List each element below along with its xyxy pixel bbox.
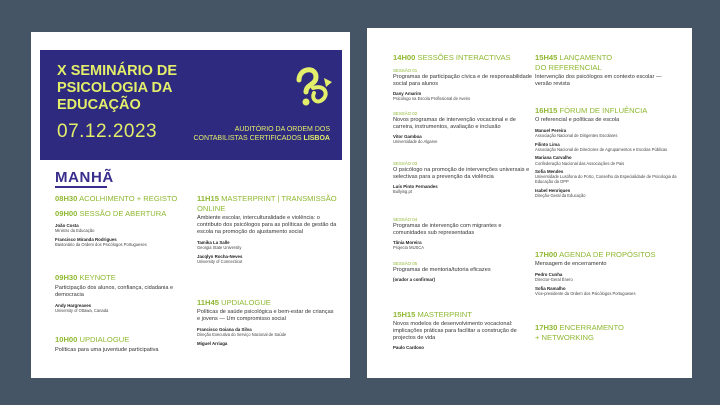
agenda-description: Ambiente escolar, interculturalidade e violência: o contributo dos psicólogos para as políticas de gestão da escola na promoção do ajustamento social	[197, 215, 337, 235]
speaker-org: University of Connecticut	[197, 259, 243, 265]
agenda-label: KEYNOTE	[77, 273, 116, 282]
agenda-time: 16H15	[535, 106, 558, 115]
speaker-org: Associação Nacional de Dirigentes Escolares	[535, 133, 618, 139]
agenda-item	[393, 53, 533, 63]
speaker-name: Paulo Cardoso	[393, 345, 424, 350]
agenda-item	[197, 298, 337, 346]
agenda-label: ENCERRAMENTO	[557, 323, 624, 332]
speaker-name: Sofia Ramalho	[535, 285, 566, 291]
agenda-time: 11H15	[197, 194, 219, 203]
agenda-label: SESSÃO DE ABERTURA	[77, 209, 167, 218]
speaker-org: Ministro da Educação	[55, 228, 95, 234]
speaker-org: Direção Executiva do Serviço Nacional de Saúde	[197, 332, 287, 338]
speaker-org: Bastonário da Ordem dos Psicólogos Portugueses	[55, 242, 147, 248]
agenda-time: 15H15	[393, 310, 416, 319]
speaker-name: Francisco Miranda Rodrigues	[55, 236, 117, 242]
speaker-name: Francisco Goiana da Silva	[197, 327, 252, 332]
agenda-label-cont: + NETWORKING	[535, 333, 594, 342]
speaker-name: João Costa	[55, 223, 79, 228]
speaker	[197, 240, 337, 251]
agenda-description: Novos modelos de desenvolvimento vocacional: implicações práticas para facilitar a construção de projectos de vida	[393, 321, 517, 341]
speaker-name: Tânia Moreira	[393, 240, 422, 245]
event-title-line2: PSICOLOGIA DA EDUCAÇÃO	[57, 80, 172, 113]
agenda-time: 10H00	[55, 335, 78, 344]
session-item	[393, 261, 533, 282]
session-number: SESSÃO 01	[393, 68, 418, 73]
event-date: 07.12.2023	[57, 121, 158, 142]
agenda-label: SESSÕES INTERACTIVAS	[415, 53, 511, 62]
agenda-label: UPDIALOGUE	[77, 335, 130, 344]
speaker-name: Mariana Carvalho	[535, 155, 572, 161]
agenda-label-cont: DO REFERENCIAL	[535, 63, 602, 72]
session-description: Programas de intervenção com migrantes e comunidades sub representadas	[393, 223, 502, 236]
speaker	[535, 128, 677, 139]
agenda-description: Intervenção dos psicólogos em contexto escolar — versão revista	[535, 74, 662, 87]
speaker-name: Manuel Pereira	[535, 128, 567, 133]
session-item	[393, 68, 533, 102]
speaker-name: Isabel Henriques	[535, 187, 571, 193]
agenda-item	[55, 209, 195, 247]
speaker-org: Bullying.pt	[393, 189, 412, 195]
speaker	[393, 240, 533, 251]
event-title-line1: X SEMINÁRIO DE	[57, 63, 178, 79]
speaker-org: Projecto MUSCA	[393, 245, 424, 251]
speaker	[393, 134, 533, 145]
speaker	[55, 223, 195, 234]
session-item	[393, 111, 533, 145]
speaker-org: Vice-presidente da Ordem dos Psicólogos Portugueses	[535, 291, 636, 297]
speaker-name: (orador a confirmar)	[393, 277, 435, 282]
agenda-item	[55, 335, 195, 354]
speaker-org: University of Ottawa, Canada	[55, 308, 109, 314]
agenda-label-cont: ONLINE	[197, 204, 226, 213]
agenda-label: UPDIALOGUE	[218, 298, 271, 307]
agenda-item	[535, 53, 677, 88]
agenda-item	[535, 106, 677, 198]
section-heading: MANHÃ	[55, 169, 114, 186]
session-description: Programas de participação cívica e de responsabilidade social para alunos	[393, 74, 532, 87]
speaker-org: Associação Nacional de Directores de Agrupamentos e Escolas Públicas	[535, 147, 668, 153]
speaker	[535, 272, 677, 283]
session-item	[393, 161, 533, 195]
speaker	[197, 341, 337, 346]
agenda-description: Mensagem de encerramento	[535, 261, 607, 267]
agenda-time: 09H00	[55, 209, 78, 218]
session-number: SESSÃO 03	[393, 161, 418, 166]
agenda-label: MASTERPRINT	[415, 310, 472, 319]
speaker-org: Universidade Lusófona do Porto, Conselho da Especialidade de Psicologia da Educação da OPP	[535, 174, 677, 185]
program-page-2	[367, 28, 692, 378]
speaker-org: Direção-Geral da Educação	[535, 193, 586, 199]
agenda-label: MASTERPRINT | TRANSMISSÃO	[218, 194, 337, 203]
speaker	[393, 184, 533, 195]
agenda-item	[55, 273, 195, 314]
speaker-name: Pedro Cunha	[535, 272, 563, 277]
agenda-item	[535, 323, 677, 343]
speaker	[197, 327, 337, 338]
event-title	[57, 63, 257, 114]
speaker-name: Filinto Lima	[535, 141, 560, 147]
agenda-label: FÓRUM DE INFLUÊNCIA	[557, 106, 648, 115]
agenda-time: 14H00	[393, 53, 416, 62]
program-page-1	[31, 32, 350, 378]
agenda-description: Políticas para uma juventude participativa	[55, 347, 159, 353]
speaker	[393, 277, 533, 282]
agenda-description: Políticas de saúde psicológica e bem-estar de crianças e jovens — Um compromisso social	[197, 309, 334, 322]
agenda-description: O referencial e políticas de escola	[535, 117, 620, 123]
session-number: SESSÃO 05	[393, 261, 418, 266]
speaker-org: Georgia State University	[197, 245, 242, 251]
agenda-label: LANÇAMENTO	[557, 53, 613, 62]
session-number: SESSÃO 04	[393, 217, 418, 222]
speaker	[197, 254, 337, 265]
speaker	[55, 303, 195, 314]
speaker-name: Tamika La Salle	[197, 240, 230, 245]
venue-line2: CONTABILISTAS CERTIFICADOS	[193, 135, 302, 142]
speaker-name: Jacqlyn Rocha-Neves	[197, 253, 243, 259]
speaker-name: Sofia Mendes	[535, 168, 564, 174]
session-description: Novos programas de intervenção vocacional e de carreira, instrumentos, avaliação e inclusão	[393, 117, 516, 130]
speaker	[393, 91, 533, 102]
speaker-org: Director-Geral Ênero	[535, 277, 573, 283]
speaker	[535, 155, 677, 166]
agenda-time: 15H45	[535, 53, 558, 62]
agenda-item	[197, 194, 337, 264]
section-underline	[55, 186, 107, 188]
agenda-time: 17H30	[535, 323, 558, 332]
speaker-org: Confederação Nacional das Associações de Pais	[535, 160, 625, 166]
agenda-item	[55, 194, 195, 204]
venue-line1: AUDITÓRIO DA ORDEM DOS	[234, 126, 330, 133]
agenda-time: 17H00	[535, 250, 558, 259]
speaker-org: Psicólogo na Escola Profissional de Aveiro	[393, 96, 471, 102]
agenda-label: AGENDA DE PROPÓSITOS	[557, 250, 656, 259]
speaker	[535, 169, 677, 185]
agenda-time: 09H30	[55, 273, 78, 282]
seminar-logo-icon	[286, 60, 334, 110]
agenda-label: ACOLHIMENTO + REGISTO	[77, 194, 178, 203]
speaker	[535, 188, 677, 199]
speaker-name: Vitor Gamboa	[393, 134, 422, 139]
speaker-name: Luís Pinto Fernandes	[393, 184, 438, 189]
title-banner	[40, 50, 342, 160]
agenda-time: 08H30	[55, 194, 78, 203]
session-number: SESSÃO 02	[393, 111, 418, 116]
speaker-name: Andy Hargreaves	[55, 303, 92, 308]
session-item	[393, 217, 533, 251]
speaker-org: Universidade do Algarve	[393, 139, 438, 145]
speaker-name: Dany Amarim	[393, 91, 422, 96]
speaker-name: Miguel Arriaga	[197, 340, 228, 346]
speaker	[393, 345, 533, 350]
agenda-time: 11H45	[197, 298, 219, 307]
agenda-description: Participação dos alunos, confiança, cidadania e democracia	[55, 285, 174, 298]
venue-city: LISBOA	[303, 135, 330, 142]
agenda-item	[535, 250, 677, 296]
speaker	[535, 142, 677, 153]
session-description: Programas de mentoria/tutoria eficazes	[393, 267, 491, 273]
event-venue	[170, 125, 330, 143]
speaker	[535, 286, 677, 297]
speaker	[55, 237, 195, 248]
agenda-item	[393, 310, 533, 350]
session-description: O psicólogo na promoção de intervenções universais e selectivas para a prevenção da violência	[393, 167, 530, 180]
